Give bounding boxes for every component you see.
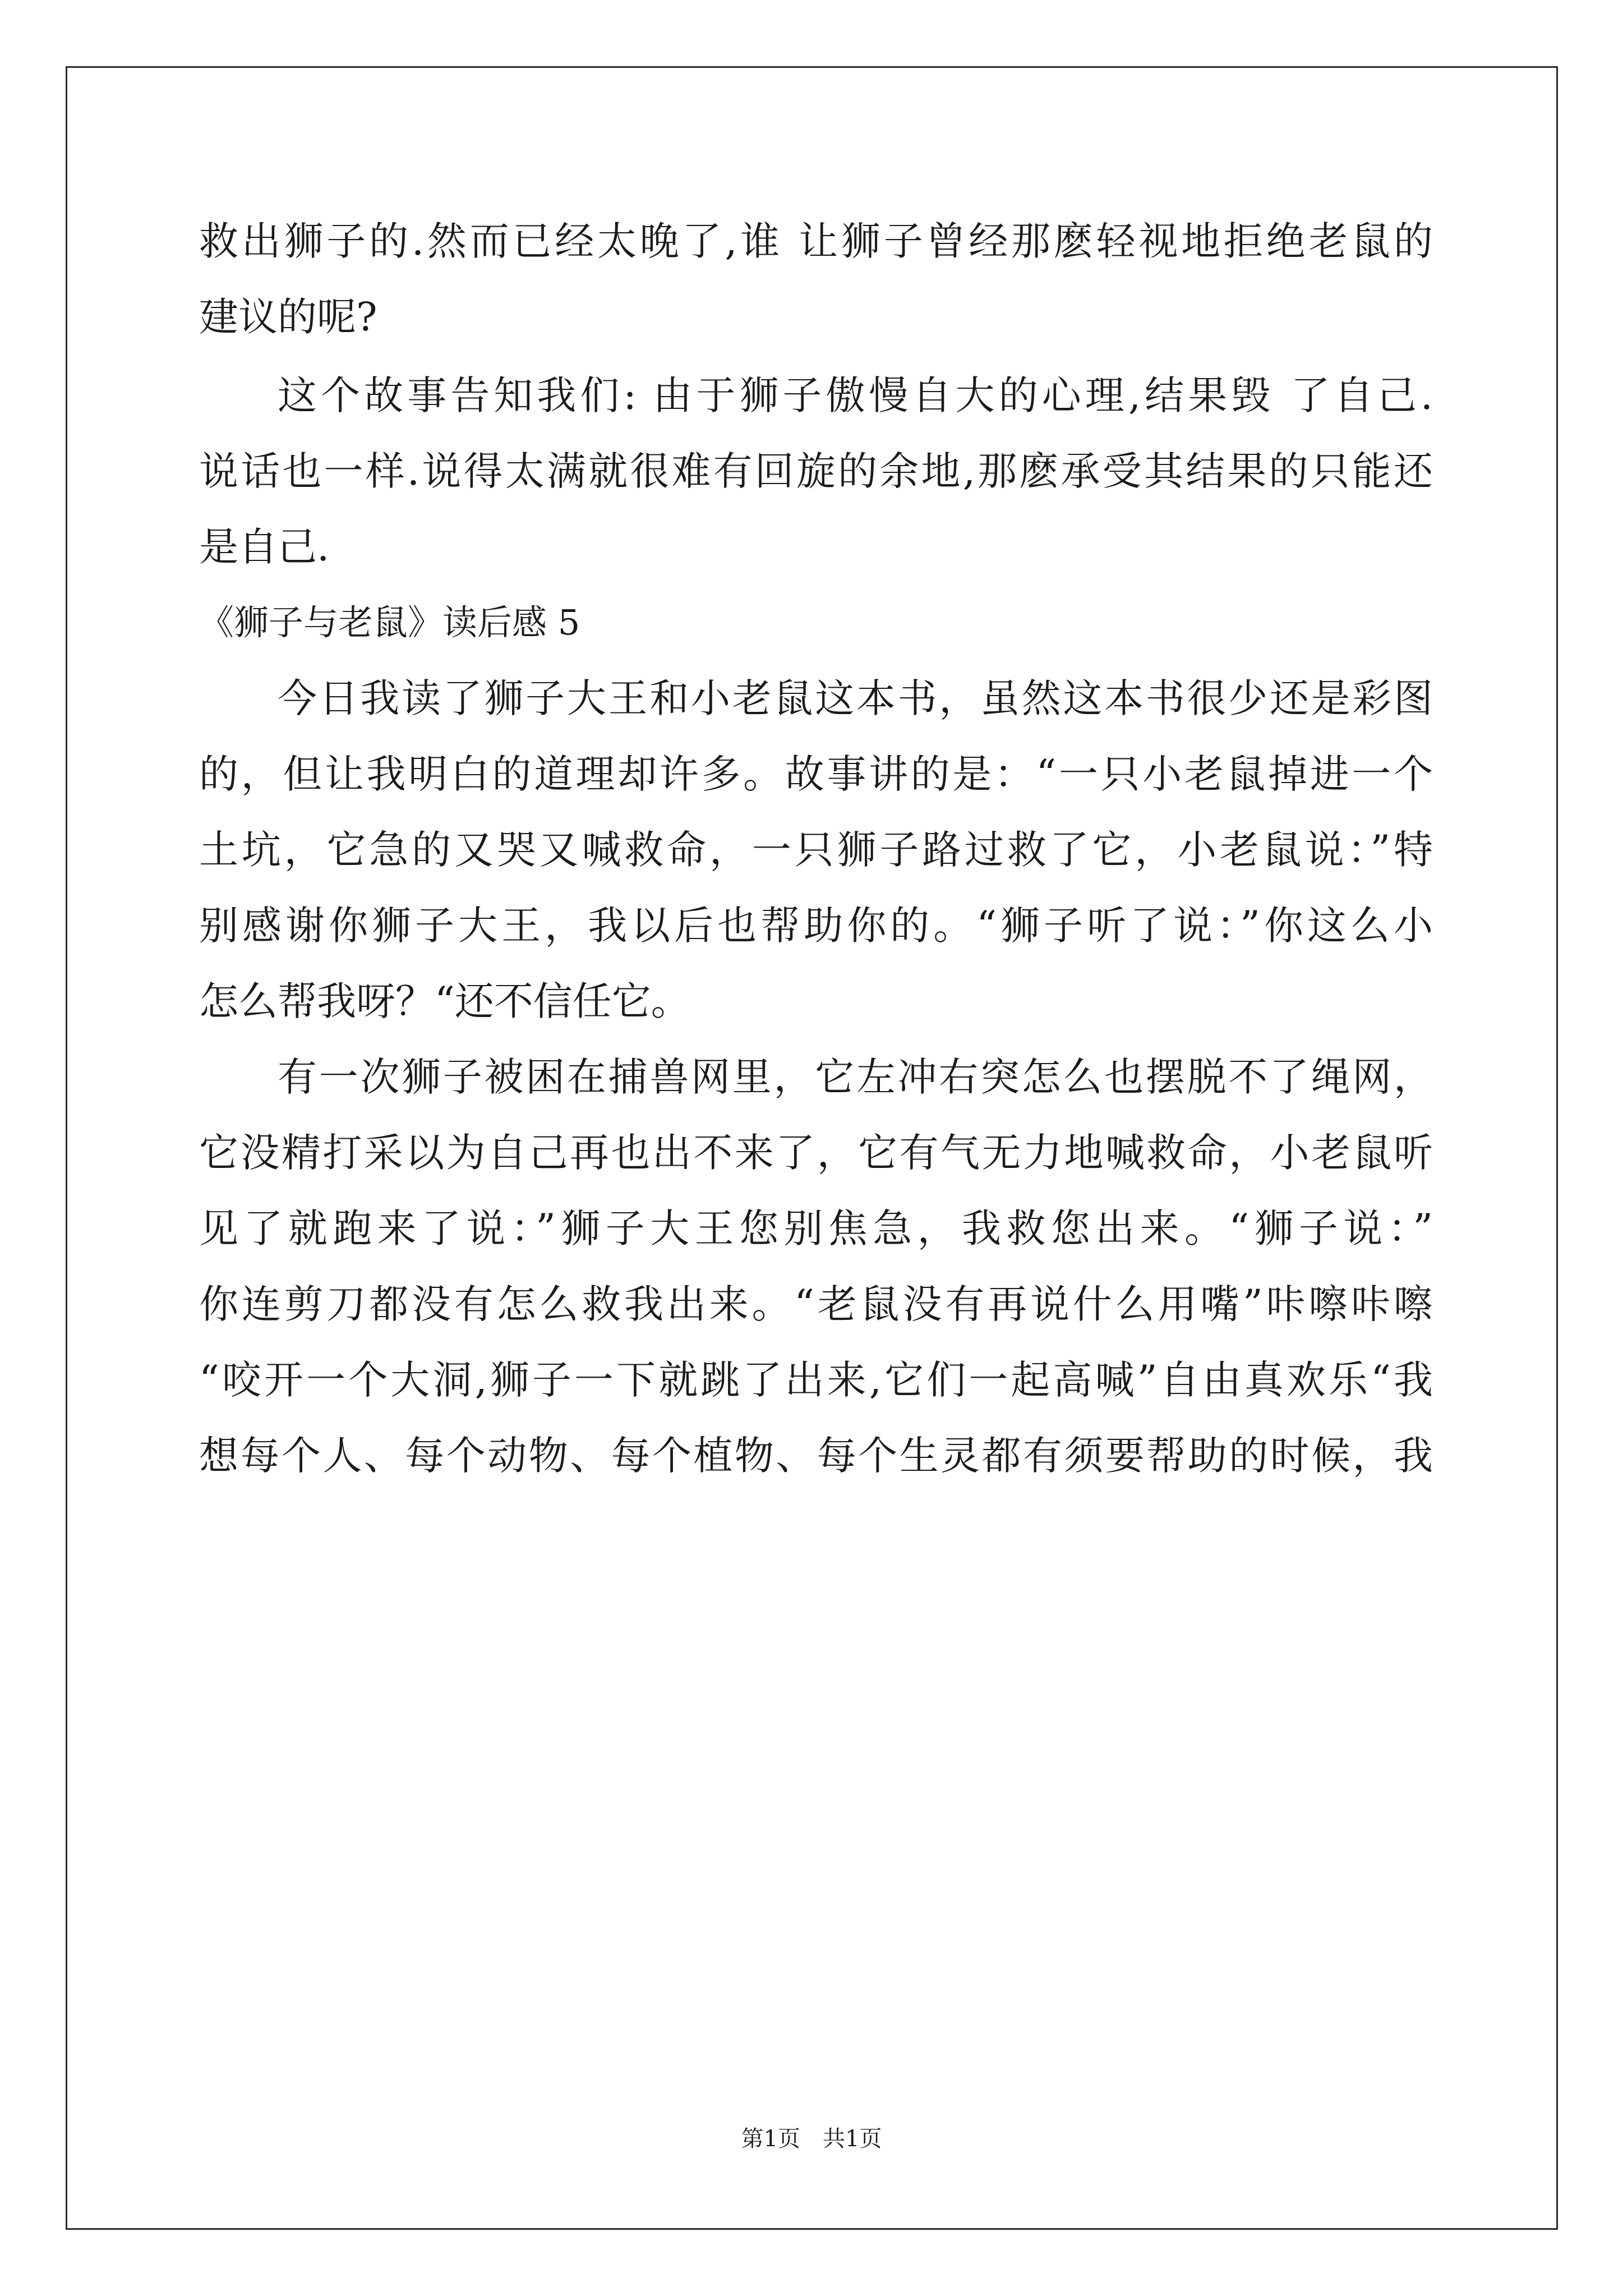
text-line: 说话也一样.说得太满就很难有回旋的余地,那麽承受其结果的只能还 — [199, 448, 1433, 494]
text-line: 救出狮子的.然而已经太晚了,谁 让狮子曾经那麽轻视地拒绝老鼠的 — [199, 218, 1433, 264]
text-line: 建议的呢? — [199, 294, 377, 340]
text-line: 的，但让我明白的道理却许多。故事讲的是：“一只小老鼠掉进一个 — [199, 751, 1433, 797]
text-line: 怎么帮我呀？“还不信任它。 — [199, 978, 690, 1024]
text-line: 土坑，它急的又哭又喊救命，一只狮子路过救了它，小老鼠说：”特 — [199, 827, 1433, 873]
text-line: 它没精打采以为自己再也出不来了，它有气无力地喊救命，小老鼠听 — [199, 1130, 1433, 1176]
text-line: 你连剪刀都没有怎么救我出来。“老鼠没有再说什么用嘴”咔嚓咔嚓 — [199, 1281, 1433, 1327]
text-line: 见了就跑来了说：”狮子大王您别焦急，我救您出来。“狮子说：” — [199, 1205, 1433, 1251]
text-line: 有一次狮子被困在捕兽网里，它左冲右突怎么也摆脱不了绳网， — [278, 1054, 1433, 1100]
text-line: 今日我读了狮子大王和小老鼠这本书，虽然这本书很少还是彩图 — [278, 675, 1433, 721]
text-line: 是自己. — [199, 524, 330, 570]
text-line: “咬开一个大洞,狮子一下就跳了出来,它们一起高喊”自由真欢乐“我 — [199, 1357, 1433, 1403]
text-line: 别感谢你狮子大王，我以后也帮助你的。“狮子听了说：”你这么小 — [199, 903, 1433, 949]
page-footer: 第1页 共1页 — [741, 2126, 882, 2152]
text-line: 想每个人、每个动物、每个植物、每个生灵都有须要帮助的时候，我 — [199, 1433, 1433, 1479]
section-heading: 《狮子与老鼠》读后感 5 — [199, 602, 580, 643]
text-line: 这个故事告知我们: 由于狮子傲慢自大的心理,结果毁 了自己. — [278, 372, 1433, 418]
